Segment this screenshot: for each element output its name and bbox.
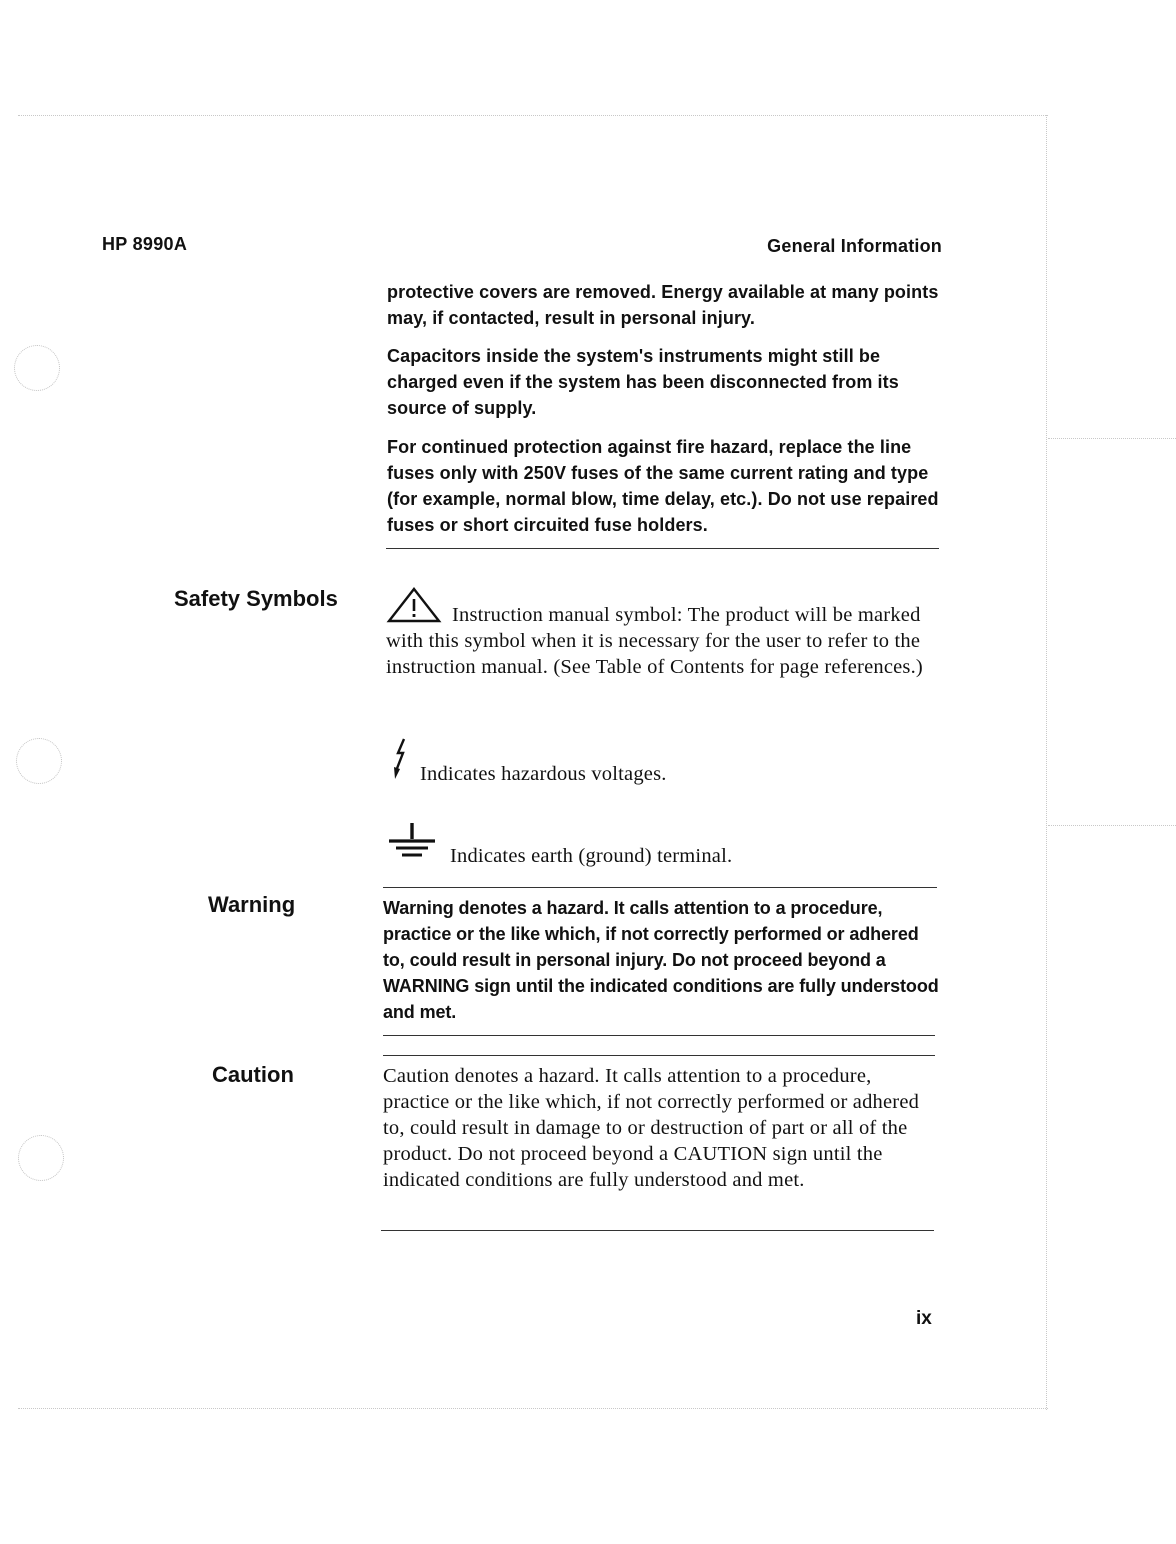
symbol-hazardous-voltage <box>386 761 946 787</box>
intro-end-rule <box>386 548 939 549</box>
punch-hole-middle <box>16 738 62 784</box>
symbol-earth-ground <box>386 843 946 869</box>
earth-ground-icon <box>386 819 438 863</box>
scan-border-bottom <box>18 1408 1048 1409</box>
caution-text: Caution denotes a hazard. It calls attention to a procedure, practice or the like which, if not correctly performed or adhered to, could result in damage to or destruction of part or all of the product. Do not proceed beyond a CAUTION sign until the indicated conditions are fully understood and met. <box>383 1065 920 1191</box>
scan-border-right <box>1046 115 1047 1410</box>
warning-triangle-icon <box>386 586 442 624</box>
caution-heading: Caution <box>212 1062 294 1087</box>
intro-paragraph-1: protective covers are removed. Energy available at many points may, if contacted, result in personal injury. <box>387 282 939 328</box>
header-section: General Information <box>767 236 942 256</box>
punch-hole-top <box>14 345 60 391</box>
warning-text: Warning denotes a hazard. It calls attention to a procedure, practice or the like which, if not correctly performed or adhered to, could result in personal injury. Do not proceed beyond a WARNING sign until the indicated conditions are fully understood and met. <box>383 898 939 1022</box>
warning-heading: Warning <box>208 892 296 917</box>
symbol-instruction-manual <box>386 602 946 680</box>
caution-top-rule <box>383 1055 935 1056</box>
scan-border-top <box>18 115 1048 116</box>
symbol-instruction-manual-text: Instruction manual symbol: The product will be marked with this symbol when it is necessary for the user to refer to the instruction manual. (See Table of Contents for page references.) <box>386 604 923 678</box>
caution-bottom-rule <box>381 1230 934 1231</box>
warning-bottom-rule <box>383 1035 935 1036</box>
intro-paragraph-3: For continued protection against fire hazard, replace the line fuses only with 250V fuses of the same current rating and type (for example, normal blow, time delay, etc.). Do not use repaired fuses or short circuited fuse holders. <box>387 437 939 535</box>
intro-paragraph-2: Capacitors inside the system's instruments might still be charged even if the system has been disconnected from its source of supply. <box>387 346 899 418</box>
page-number: ix <box>916 1308 932 1329</box>
symbol-hazardous-voltage-text: Indicates hazardous voltages. <box>420 763 667 785</box>
scan-tab-line-2 <box>1048 825 1176 826</box>
safety-symbols-heading: Safety Symbols <box>174 586 338 611</box>
symbol-earth-ground-text: Indicates earth (ground) terminal. <box>450 845 733 867</box>
scan-tab-line-1 <box>1048 438 1176 439</box>
lightning-bolt-icon <box>392 737 408 781</box>
punch-hole-bottom <box>18 1135 64 1181</box>
header-model: HP 8990A <box>102 234 188 254</box>
warning-top-rule <box>383 887 937 888</box>
